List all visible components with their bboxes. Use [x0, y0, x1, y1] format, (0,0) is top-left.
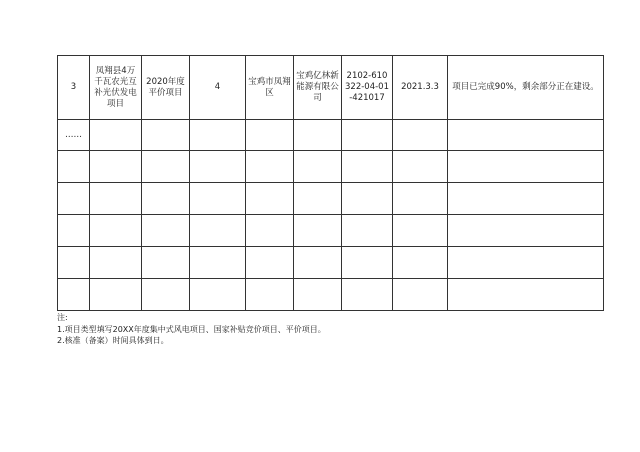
empty-cell [294, 120, 342, 151]
table-notes [57, 312, 326, 347]
empty-cell [58, 151, 90, 183]
table-row [58, 215, 604, 247]
empty-cell [90, 151, 142, 183]
empty-cell [448, 279, 604, 311]
empty-cell [58, 183, 90, 215]
empty-cell [58, 247, 90, 279]
project-type-cell: 2020年度平价项目 [142, 56, 190, 120]
empty-cell [294, 215, 342, 247]
empty-cell [246, 279, 294, 311]
note-line: 1.项目类型填写20XX年度集中式风电项目、国家补贴竞价项目、平价项目。 [57, 324, 326, 334]
empty-cell [294, 279, 342, 311]
empty-cell [142, 279, 190, 311]
row-number-cell: 3 [58, 56, 90, 120]
empty-cell [294, 151, 342, 183]
empty-cell [294, 247, 342, 279]
empty-cell [393, 279, 448, 311]
empty-cell [190, 120, 246, 151]
table-row [58, 279, 604, 311]
empty-cell [342, 215, 393, 247]
empty-cell [190, 279, 246, 311]
empty-cell [90, 183, 142, 215]
project-code-cell: 2102-610322-04-01-421017 [342, 56, 393, 120]
empty-cell [448, 120, 604, 151]
empty-cell [246, 215, 294, 247]
empty-cell [342, 247, 393, 279]
progress-cell: 项目已完成90%，剩余部分正在建设。 [448, 56, 604, 120]
empty-cell [90, 279, 142, 311]
empty-cell [393, 215, 448, 247]
table-row [58, 56, 604, 120]
location-cell: 宝鸡市凤翔区 [246, 56, 294, 120]
empty-cell [393, 151, 448, 183]
empty-cell [342, 183, 393, 215]
approval-date-cell: 2021.3.3 [393, 56, 448, 120]
project-table [57, 55, 604, 311]
empty-cell [190, 215, 246, 247]
empty-cell [190, 151, 246, 183]
empty-cell [342, 151, 393, 183]
empty-cell [448, 151, 604, 183]
empty-cell [58, 215, 90, 247]
empty-cell [90, 120, 142, 151]
empty-cell [142, 120, 190, 151]
empty-cell [190, 247, 246, 279]
empty-cell [90, 215, 142, 247]
empty-cell [393, 120, 448, 151]
capacity-cell: 4 [190, 56, 246, 120]
empty-cell [448, 215, 604, 247]
ellipsis-cell: …… [58, 120, 90, 151]
empty-cell [294, 183, 342, 215]
empty-cell [142, 215, 190, 247]
company-cell: 宝鸡亿林新能源有限公司 [294, 56, 342, 120]
empty-cell [246, 120, 294, 151]
table-row [58, 183, 604, 215]
empty-cell [142, 183, 190, 215]
empty-cell [190, 183, 246, 215]
notes-heading: 注: [57, 313, 68, 322]
table-row [58, 120, 604, 151]
table-row [58, 247, 604, 279]
empty-cell [393, 247, 448, 279]
empty-cell [342, 279, 393, 311]
project-name-cell: 凤翔县4万千瓦农光互补光伏发电项目 [90, 56, 142, 120]
empty-cell [142, 151, 190, 183]
empty-cell [448, 247, 604, 279]
empty-cell [90, 247, 142, 279]
empty-cell [246, 151, 294, 183]
note-line: 2.核准（备案）时间具体到日。 [57, 336, 169, 345]
empty-cell [342, 120, 393, 151]
table-row [58, 151, 604, 183]
empty-cell [58, 279, 90, 311]
empty-cell [246, 183, 294, 215]
empty-cell [246, 247, 294, 279]
empty-cell [142, 247, 190, 279]
empty-cell [393, 183, 448, 215]
empty-cell [448, 183, 604, 215]
